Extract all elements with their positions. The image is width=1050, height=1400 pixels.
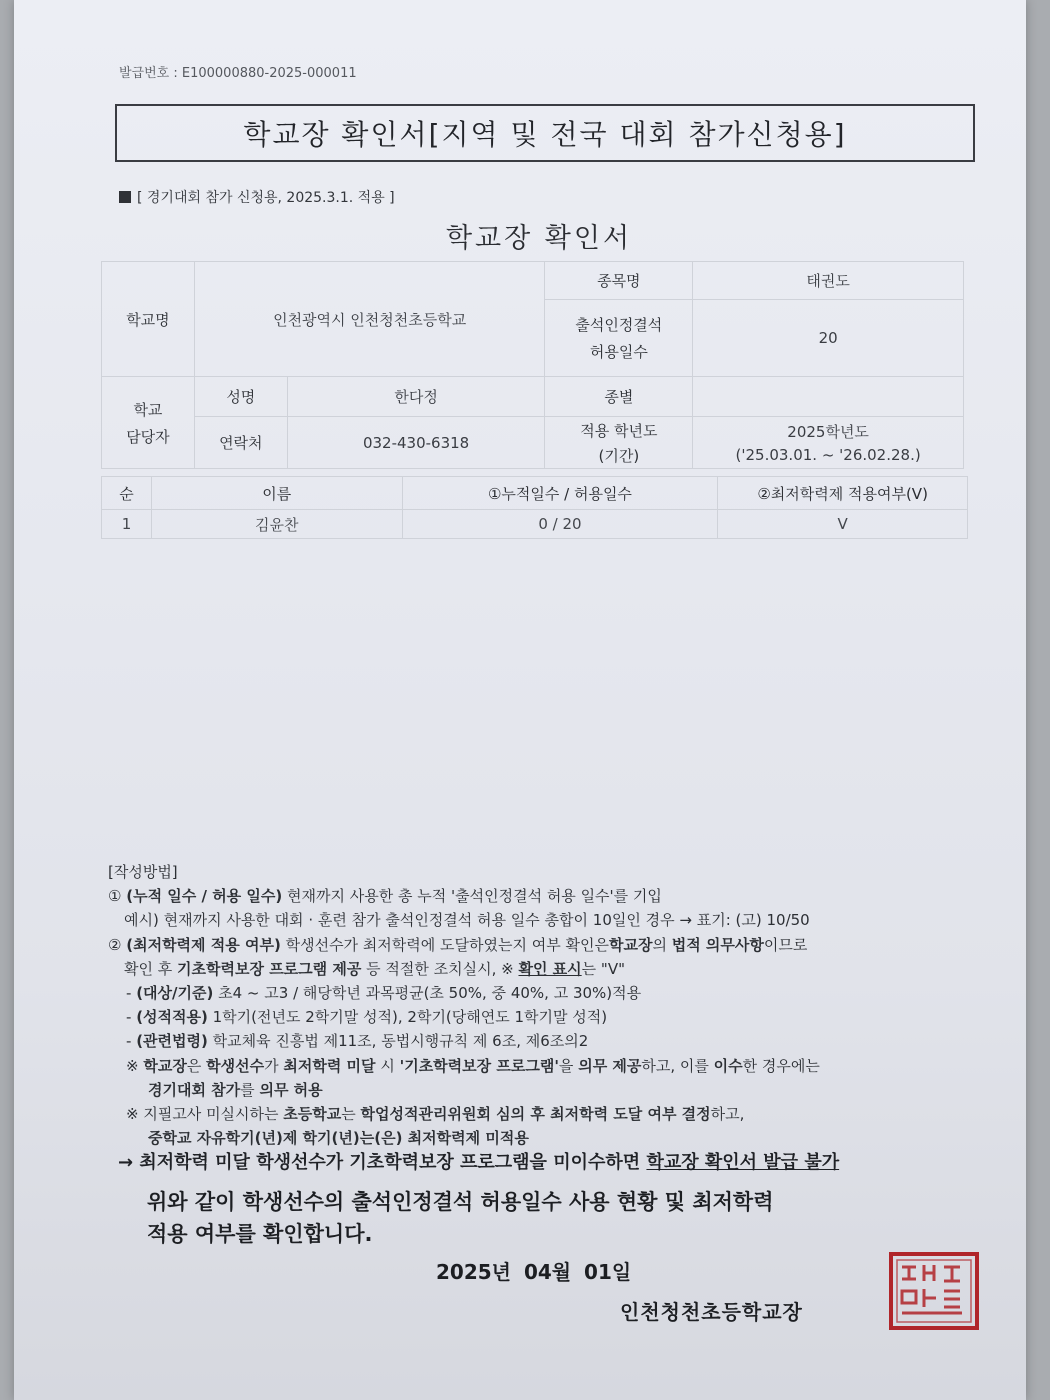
- method-l4-b: 기초학력보장 프로그램 제공: [177, 959, 362, 978]
- method-l3-bold: (최저학력제 적용 여부): [126, 935, 281, 954]
- method-line-10: [108, 1102, 988, 1126]
- circle-two: ②: [108, 935, 122, 954]
- square-bullet-icon: [119, 191, 131, 203]
- method-l10-b: 초등학교: [283, 1105, 342, 1124]
- method-l11-bold: 중학교 자유학기(년)제 학기(년)는(은) 최저학력제 미적용: [148, 1129, 529, 1148]
- gender-label: 종별: [545, 377, 693, 417]
- absence-label-line2: 허용일수: [589, 343, 648, 361]
- main-title: 학교장 확인서[지역 및 전국 대회 참가신청용]: [115, 104, 975, 162]
- method-l8-g: 시: [380, 1056, 395, 1075]
- method-l4-d: 확인 표시: [518, 959, 582, 978]
- method-l9-a: 를: [240, 1080, 255, 1099]
- method-line-8: [108, 1054, 988, 1078]
- confirmation-statement: [147, 1186, 947, 1250]
- year-value-line1: 2025학년도: [787, 423, 869, 441]
- official-seal-icon: [888, 1251, 980, 1331]
- warning-text: → 최저학력 미달 학생선수가 기초학력보장 프로그램을 미이수하면: [118, 1152, 641, 1173]
- method-l4-c: 등 적절한 조치실시, ※: [366, 959, 514, 978]
- method-l5-bold: (대상/기준): [136, 984, 214, 1003]
- school-label: 학교명: [102, 262, 195, 377]
- year-value: [693, 417, 964, 469]
- method-l10-e: 하고,: [710, 1105, 745, 1124]
- col-header-no: 순: [102, 477, 152, 510]
- method-line-9: [108, 1078, 988, 1102]
- absence-allowance-label: [545, 300, 693, 377]
- col-header-min-academic: ②최저학력제 적용여부(V): [718, 477, 968, 510]
- method-l1-text: 현재까지 사용한 총 누적 '출석인정결석 허용 일수'를 기입: [287, 887, 662, 906]
- method-l3-e: 이므로: [763, 935, 808, 954]
- year-label: [545, 417, 693, 469]
- form-note: [119, 187, 395, 207]
- method-l6-text: 1학기(전년도 2학기말 성적), 2학기(당해연도 1학기말 성적): [212, 1008, 608, 1027]
- method-l5-text: 초4 ~ 고3 / 해당학년 과목평균(초 50%, 중 40%, 고 30%)적용: [218, 984, 642, 1003]
- circle-one: ①: [108, 887, 122, 906]
- table-row: [102, 510, 968, 539]
- year-label-line1: 적용 학년도: [580, 421, 658, 440]
- absence-label-line1: 출석인정결석: [575, 316, 663, 334]
- absence-allowance-value: 20: [693, 300, 964, 377]
- method-l8-b: 학교장: [143, 1056, 187, 1075]
- method-line-7: - (관련법령) 학교체육 진흥법 제11조, 동법시행규칙 제 6조, 제6조의2: [126, 1032, 589, 1051]
- method-line-3: [108, 933, 988, 957]
- col-header-days: ①누적일수 / 허용일수: [402, 477, 718, 510]
- method-l9-bold: 경기대회 참가: [148, 1080, 241, 1099]
- method-l8-l: 이수: [713, 1056, 743, 1075]
- method-title: [작성방법]: [108, 863, 178, 881]
- sport-value: 태권도: [693, 262, 964, 300]
- writing-instructions: [108, 860, 988, 1150]
- name-label: 성명: [194, 377, 287, 417]
- row-name: 김윤찬: [151, 510, 402, 539]
- method-l3-d: 법적 의무사항: [671, 935, 764, 954]
- issuance-warning: [118, 1148, 839, 1174]
- confirm-line-2: 적용 여부를 확인합니다.: [147, 1222, 373, 1246]
- method-l8-j: 의무 제공: [578, 1056, 642, 1075]
- issue-number: 발급번호 : E100000880-2025-000011: [119, 66, 357, 81]
- warning-underlined: 학교장 확인서 발급 불가: [646, 1152, 840, 1173]
- method-l10-c: 는: [341, 1105, 356, 1124]
- row-no: 1: [102, 510, 152, 539]
- student-table: [101, 476, 968, 539]
- method-l3-c: 의: [652, 935, 667, 954]
- method-l8-h: '기초학력보장 프로그램': [399, 1056, 559, 1075]
- principal-name: 인천청천초등학교장: [620, 1300, 803, 1324]
- contact-label-line2: 담당자: [126, 427, 170, 446]
- method-l7-bold: (관련법령): [136, 1032, 208, 1051]
- method-l6-bold: (성적적용): [136, 1008, 208, 1027]
- method-line-4: [108, 957, 988, 981]
- method-l3-a: 학생선수가 최저학력에 도달하였는지 여부 확인은: [285, 935, 609, 954]
- method-l8-e: 가: [264, 1056, 279, 1075]
- method-line-11: [108, 1126, 988, 1150]
- method-l4-e: 는 "V": [581, 959, 625, 978]
- method-l3-b: 학교장: [608, 935, 653, 954]
- method-l8-f: 최저학력 미달: [283, 1056, 376, 1075]
- method-l9-b: 의무 허용: [259, 1080, 323, 1099]
- row-days: 0 / 20: [402, 510, 718, 539]
- phone-value: 032-430-6318: [287, 417, 545, 469]
- contact-label: [102, 377, 195, 469]
- method-line-1: [108, 884, 988, 908]
- school-info-table: [101, 261, 964, 469]
- method-l4-a: 확인 후: [124, 959, 173, 978]
- method-line-5: - (대상/기준) 초4 ~ 고3 / 해당학년 과목평균(초 50%, 중 40%, 고 30%)적용: [126, 984, 642, 1003]
- form-note-text: [ 경기대회 참가 신청용, 2025.3.1. 적용 ]: [137, 190, 395, 206]
- contact-label-line1: 학교: [133, 400, 163, 419]
- method-l8-m: 한 경우에는: [742, 1056, 820, 1075]
- sport-label: 종목명: [545, 262, 693, 300]
- method-l8-d: 학생선수: [206, 1056, 265, 1075]
- method-l7-text: 학교체육 진흥법 제11조, 동법시행규칙 제 6조, 제6조의2: [212, 1032, 589, 1051]
- row-check: V: [718, 510, 968, 539]
- document-heading: 학교장 확인서: [445, 223, 633, 254]
- issue-date: 2025년 04월 01일: [436, 1260, 632, 1284]
- name-value: 한다정: [287, 377, 545, 417]
- gender-value: [693, 377, 964, 417]
- year-label-line2: (기간): [598, 446, 640, 465]
- confirm-line-1: 위와 같이 학생선수의 출석인정결석 허용일수 사용 현황 및 최저학력: [147, 1190, 774, 1214]
- method-l10-a: ※ 지필고사 미실시하는: [126, 1105, 279, 1124]
- method-line-6: - (성적적용) 1학기(전년도 2학기말 성적), 2학기(당해연도 1학기말 성적): [126, 1008, 608, 1027]
- year-value-line2: ('25.03.01. ~ '26.02.28.): [735, 446, 921, 464]
- col-header-name: 이름: [151, 477, 402, 510]
- method-l8-i: 을: [558, 1056, 574, 1075]
- method-l8-k: 하고, 이를: [641, 1056, 709, 1075]
- method-l1-bold: (누적 일수 / 허용 일수): [126, 887, 283, 906]
- method-l8-a: ※: [126, 1056, 139, 1075]
- method-l8-c: 은: [186, 1056, 202, 1075]
- school-value: 인천광역시 인천청천초등학교: [194, 262, 545, 377]
- phone-label: 연락처: [194, 417, 287, 469]
- method-line-2: 예시) 현재까지 사용한 대회 · 훈련 참가 출석인정결석 허용 일수 총합이 10일인 경우 → 표기: (고) 10/50: [124, 911, 810, 930]
- method-l10-d: 학업성적관리위원회 심의 후 최저학력 도달 여부 결정: [360, 1105, 711, 1124]
